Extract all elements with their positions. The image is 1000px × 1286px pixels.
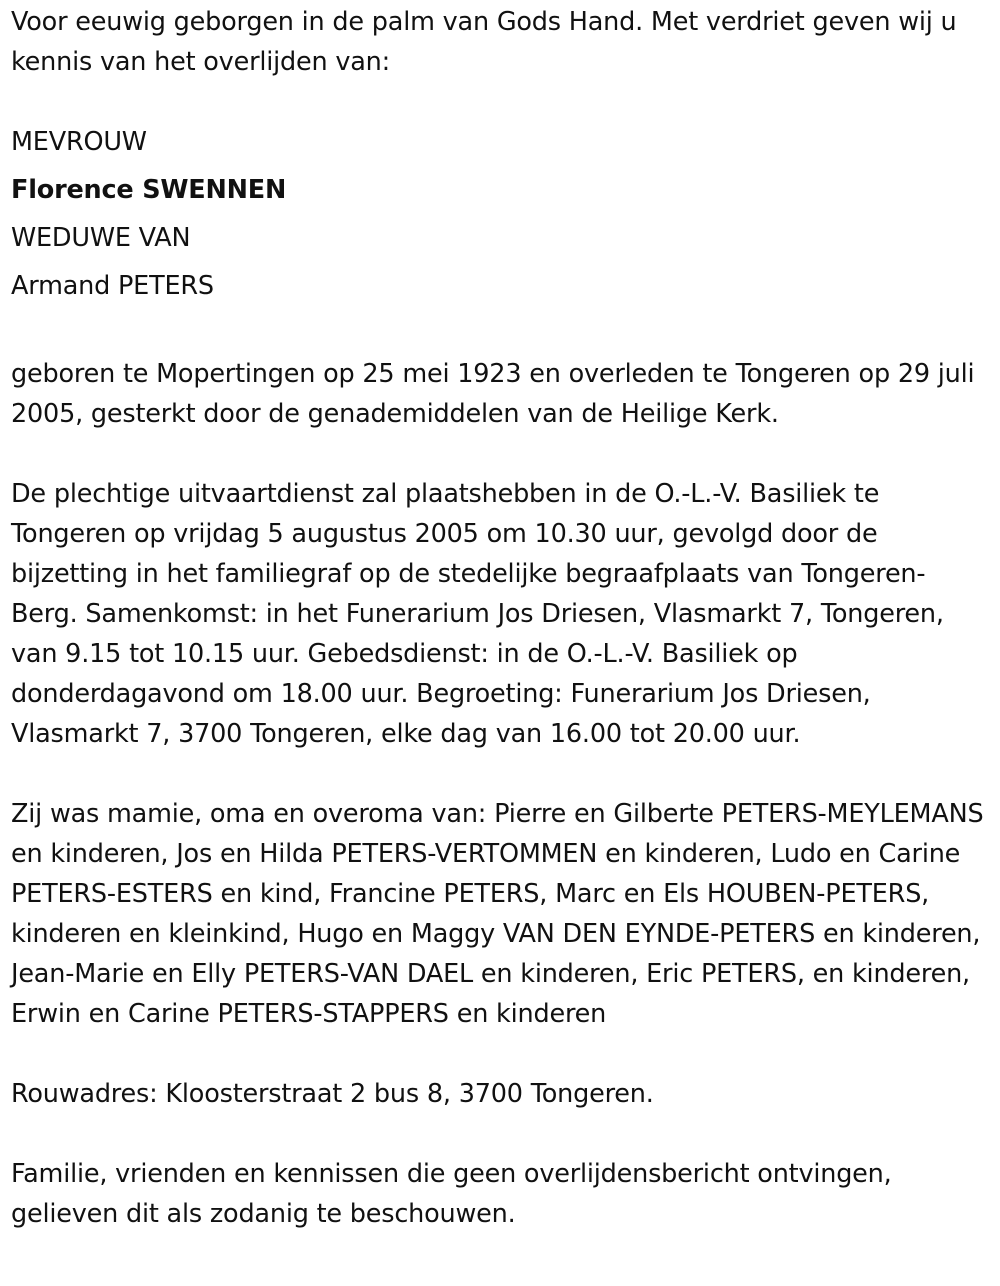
spacer	[11, 434, 990, 474]
deceased-title: MEVROUW	[11, 127, 147, 157]
deceased-name: Florence SWENNEN	[11, 175, 287, 205]
intro-text: Voor eeuwig geborgen in de palm van Gods Hand. Met verdriet geven wij u kennis van het overlijden van:	[11, 7, 957, 77]
deceased-block	[11, 122, 990, 306]
address-text: Rouwadres: Kloosterstraat 2 bus 8, 3700 Tongeren.	[11, 1079, 654, 1109]
deceased-relation: WEDUWE VAN	[11, 223, 191, 253]
closing-text: Familie, vrienden en kennissen die geen overlijdensbericht ontvingen, gelieven dit als zodanig te beschouwen.	[11, 1159, 892, 1229]
spacer	[11, 1114, 990, 1154]
spacer	[11, 314, 990, 354]
spacer	[11, 754, 990, 794]
family-text: Zij was mamie, oma en overoma van: Pierre en Gilberte PETERS-MEYLEMANS en kinderen, Jos en Hilda PETERS-VERTOMMEN en kinderen, Ludo en Carine PETERS-ESTERS en kind, Francine PETERS, Marc en Els HOUBEN-PETERS, kinderen en kleinkind, Hugo en Maggy VAN DEN EYNDE-PETERS en kinderen, Jean-Marie en Elly PETERS-VAN DAEL en kinderen, Eric PETERS, en kinderen, Erwin en Carine PETERS-STAPPERS en kinderen	[11, 799, 984, 1029]
deceased-spouse: Armand PETERS	[11, 271, 214, 301]
birth-death-text: geboren te Mopertingen op 25 mei 1923 en overleden te Tongeren op 29 juli 2005, gesterkt door de genademiddelen van de Heilige Kerk.	[11, 359, 975, 429]
spacer	[11, 1034, 990, 1074]
funeral-text: De plechtige uitvaartdienst zal plaatshebben in de O.-L.-V. Basiliek te Tongeren op vrijdag 5 augustus 2005 om 10.30 uur, gevolgd door de bijzetting in het familiegraf op de stedelijke begraafplaats van Tongeren-Berg. Samenkomst: in het Funerarium Jos Driesen, Vlasmarkt 7, Tongeren, van 9.15 tot 10.15 uur. Gebedsdienst: in de O.-L.-V. Basiliek op donderdagavond om 18.00 uur. Begroeting: Funerarium Jos Driesen, Vlasmarkt 7, 3700 Tongeren, elke dag van 16.00 tot 20.00 uur.	[11, 479, 944, 749]
spacer	[11, 82, 990, 122]
